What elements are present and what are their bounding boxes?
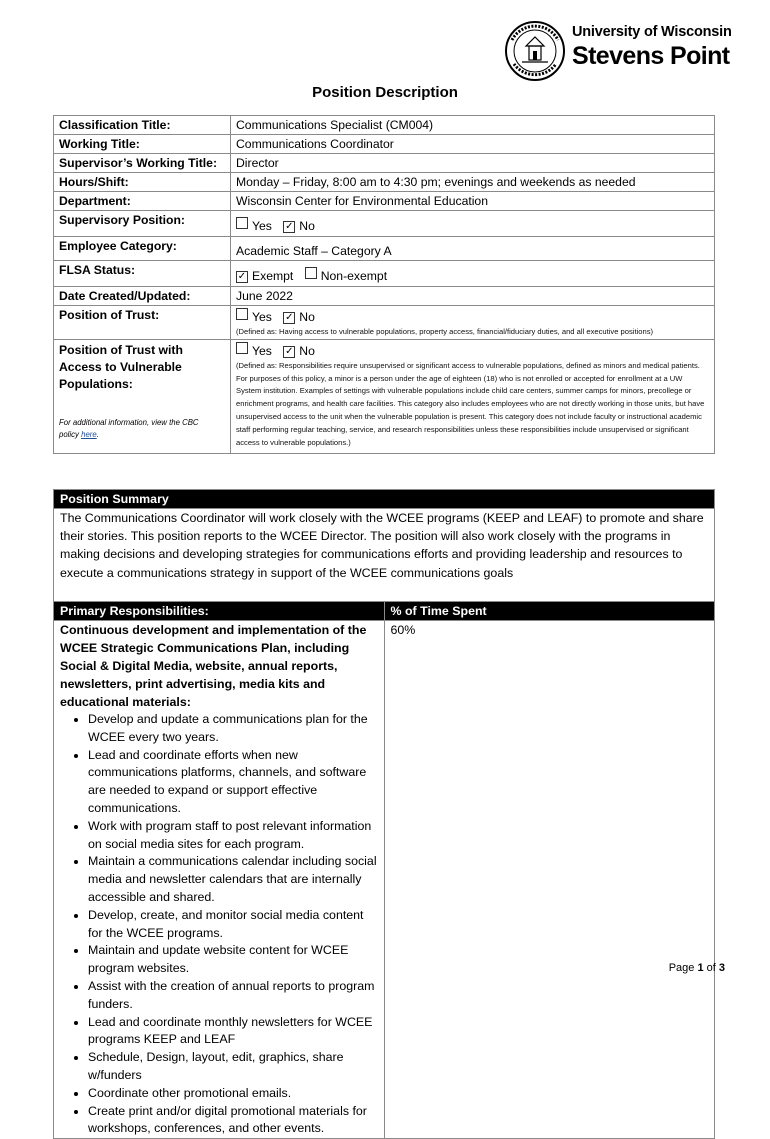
- page-current: 1: [697, 962, 704, 974]
- table-row: [54, 509, 715, 602]
- option-label: Non-exempt: [320, 269, 388, 283]
- list-item: • Develop and update a communications plan for the WCEE every two years.: [88, 711, 378, 747]
- responsibilities-heading: Primary Responsibilities:: [54, 602, 385, 621]
- logo-line-1: University of Wisconsin: [572, 24, 732, 40]
- list-item: • Coordinate other promotional emails.: [88, 1085, 378, 1103]
- flsa-nonexempt-option[interactable]: [305, 269, 387, 283]
- option-label: Yes: [252, 343, 272, 358]
- logo-line-2: Stevens Point: [572, 42, 730, 70]
- position-of-trust-label: Position of Trust:: [54, 306, 231, 340]
- checkbox-empty-icon: [236, 217, 248, 229]
- position-summary-text: The Communications Coordinator will work closely with the WCEE programs (KEEP and LEAF) to promote and share their stories. This position reports to the WCEE Director. The position will also work closely with the programs in making decisions and developing strategies for communications efforts and providing leadership and resources to execute a communications strategy in support of the WCEE communications goals: [60, 511, 704, 580]
- classification-title-label: Classification Title:: [54, 116, 231, 135]
- date-created-value: June 2022: [231, 287, 715, 306]
- checkbox-checked-icon: ✓: [285, 221, 294, 232]
- trust-yes-option[interactable]: [236, 310, 272, 324]
- position-summary-heading: Position Summary: [54, 490, 715, 509]
- option-label: Exempt: [252, 269, 294, 283]
- option-label: No: [299, 219, 315, 233]
- position-of-trust-options: [231, 306, 715, 340]
- option-label: No: [299, 343, 315, 358]
- supervisory-no-option[interactable]: [283, 219, 315, 233]
- table-row: [54, 306, 715, 340]
- checkbox-checked-icon: ✓: [285, 345, 294, 357]
- flsa-status-label: FLSA Status:: [54, 261, 231, 287]
- vulnerable-populations-definition: (Defined as: Responsibilities require unsupervised or significant access to vulnerable populations, defined as minors and medical patients. For purposes of this policy, a minor is a person under the age of eighteen (18) who is not enrolled or accepted for enrollment at a UW System institution. Examples of settings with vulnerable populations include child care centers, summer camps for minors, precollege or enrichment programs, and health care facilities. This category also includes employees who are not directly working in those units, but have unsupervised access to the unit when the vulnerable population is present. This category does not include faculty or instructional academic staff performing regular teaching, service, and research responsibilities unless these responsibilities include unsupervised or significant access to vulnerable populations.): [236, 360, 705, 447]
- list-item: • Schedule, Design, layout, edit, graphics, share w/funders: [88, 1049, 378, 1085]
- employee-category-value: Academic Staff – Category A: [236, 244, 392, 258]
- position-of-trust-definition: (Defined as: Having access to vulnerable populations, property access, financial/fiduciary duties, and all executive positions): [236, 327, 654, 336]
- page-of: of: [703, 962, 719, 974]
- list-item: • Work with program staff to post relevant information on social media sites for each program.: [88, 818, 378, 854]
- list-item: • Create print and/or digital promotional materials for workshops, conferences, and other events.: [88, 1103, 378, 1139]
- position-summary-table: [53, 489, 715, 1139]
- checkbox-empty-icon: [305, 267, 317, 279]
- list-item: • Lead and coordinate efforts when new communications platforms, channels, and software are needed to expand or support effective communications.: [88, 747, 378, 818]
- table-row: [54, 490, 715, 509]
- flsa-exempt-option[interactable]: [236, 269, 293, 283]
- table-row: [54, 621, 715, 1139]
- table-row: [54, 261, 715, 287]
- position-info-table: [53, 115, 715, 454]
- supervisor-title-value: Director: [231, 154, 715, 173]
- option-label: Yes: [252, 219, 272, 233]
- vulnerable-populations-label-cell: [54, 339, 231, 454]
- vulnerable-label-line-2: Access to Vulnerable: [59, 359, 182, 374]
- note-text: For additional information, view the CBC policy: [59, 417, 199, 439]
- list-item: • Maintain and update website content for WCEE program websites.: [88, 942, 378, 978]
- table-row: [54, 211, 715, 237]
- flsa-status-options: [231, 261, 715, 287]
- page-total: 3: [718, 962, 725, 974]
- list-item: • Assist with the creation of annual reports to program funders.: [88, 978, 378, 1014]
- table-row: [54, 602, 715, 621]
- vulnerable-yes-option[interactable]: [236, 344, 272, 358]
- time-spent-value: 60%: [384, 621, 715, 1139]
- responsibility-main: Continuous development and implementation of the WCEE Strategic Communications Plan, including Social & Digital Media, website, annual reports, newsletters, print advertising, media kits and educational materials:: [60, 623, 367, 709]
- responsibilities-cell: [54, 621, 385, 1139]
- vulnerable-label-line-3: Populations:: [59, 376, 133, 391]
- hours-value: Monday – Friday, 8:00 am to 4:30 pm; evenings and weekends as needed: [231, 173, 715, 192]
- page-number: [669, 962, 725, 974]
- checkbox-checked-icon: ✓: [237, 271, 247, 282]
- department-value: Wisconsin Center for Environmental Education: [231, 192, 715, 211]
- table-row: [54, 237, 715, 261]
- list-item: • Develop, create, and monitor social media content for the WCEE programs.: [88, 907, 378, 943]
- option-label: Yes: [252, 310, 272, 324]
- checkbox-empty-icon: [236, 342, 248, 354]
- date-created-label: Date Created/Updated:: [54, 287, 231, 306]
- supervisory-position-label: Supervisory Position:: [54, 211, 231, 237]
- table-row: [54, 287, 715, 306]
- table-row: [54, 173, 715, 192]
- table-row: [54, 192, 715, 211]
- university-seal-icon: [504, 20, 566, 82]
- hours-label: Hours/Shift:: [54, 173, 231, 192]
- trust-no-option[interactable]: [283, 310, 315, 324]
- supervisor-title-label: Supervisor’s Working Title:: [54, 154, 231, 173]
- supervisory-position-options: [231, 211, 715, 237]
- list-item: • Lead and coordinate monthly newsletters for WCEE programs KEEP and LEAF: [88, 1014, 378, 1050]
- supervisory-yes-option[interactable]: [236, 219, 272, 233]
- department-label: Department:: [54, 192, 231, 211]
- vulnerable-no-option[interactable]: [283, 344, 315, 358]
- employee-category-label: Employee Category:: [54, 237, 231, 261]
- time-spent-heading: % of Time Spent: [384, 602, 715, 621]
- table-row: [54, 116, 715, 135]
- responsibility-list: [60, 711, 378, 1138]
- classification-title-value: Communications Specialist (CM004): [231, 116, 715, 135]
- vulnerable-label-line-1: Position of Trust with: [59, 342, 183, 357]
- list-item: • Maintain a communications calendar including social media and newsletter calendars that are internally accessible and shared.: [88, 853, 378, 906]
- option-label: No: [299, 310, 315, 324]
- table-row: [54, 339, 715, 454]
- working-title-value: Communications Coordinator: [231, 135, 715, 154]
- table-row: [54, 154, 715, 173]
- cbc-policy-link[interactable]: here: [81, 429, 97, 439]
- document-title: Position Description: [312, 84, 458, 101]
- cbc-policy-note: [59, 417, 230, 441]
- checkbox-checked-icon: ✓: [285, 312, 294, 323]
- checkbox-empty-icon: [236, 308, 248, 320]
- page-label: Page: [668, 962, 698, 974]
- table-row: [54, 135, 715, 154]
- note-suffix: .: [96, 429, 99, 439]
- working-title-label: Working Title:: [54, 135, 231, 154]
- vulnerable-populations-options: [231, 339, 715, 454]
- university-logo: [504, 20, 744, 84]
